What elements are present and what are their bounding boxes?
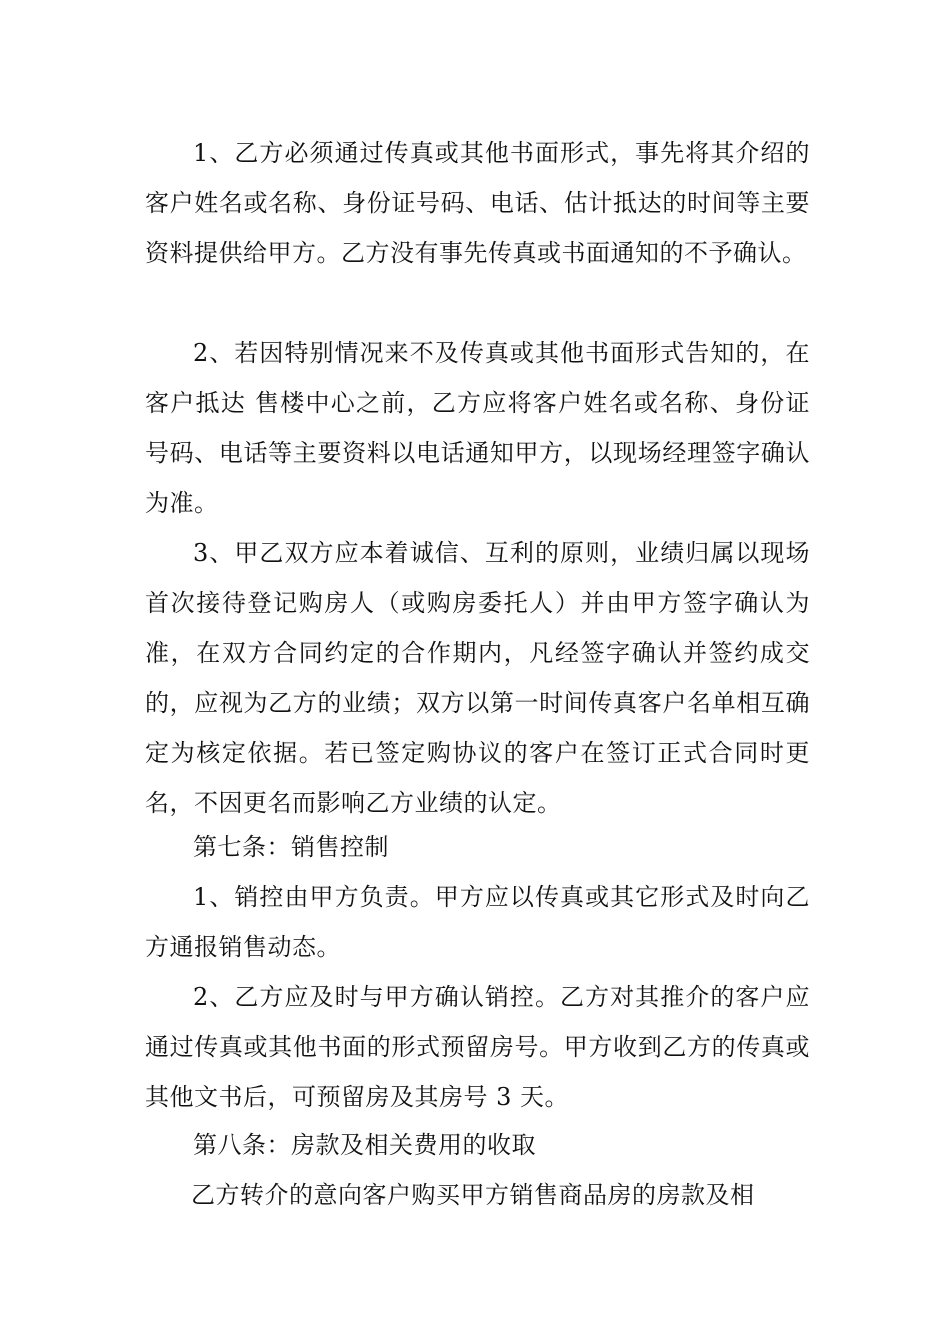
article-7-heading: 第七条：销售控制: [193, 833, 389, 861]
clause-2-paragraph: 2、若因特别情况来不及传真或其他书面形式告知的，在客户抵达 售楼中心之前，乙方应将客户姓名或名称、身份证号码、电话等主要资料以电话通知甲方，以现场经理签字确认为准。: [145, 339, 810, 517]
clause-3-paragraph: 3、甲乙双方应本着诚信、互利的原则，业绩归属以现场首次接待登记购房人（或购房委托人）并由甲方签字确认为准，在双方合同约定的合作期内，凡经签字确认并签约成交的，应视为乙方的业绩；双方以第一时间传真客户名单相互确定为核定依据。若已签定购协议的客户在签订正式合同时更名，不因更名而影响乙方业绩的认定。: [145, 539, 810, 817]
clause-1-paragraph: 1、乙方必须通过传真或其他书面形式，事先将其介绍的客户姓名或名称、身份证号码、电话、估计抵达的时间等主要资料提供给甲方。乙方没有事先传真或书面通知的不予确认。: [145, 139, 810, 267]
article-8-paragraph: 乙方转介的意向客户购买甲方销售商品房的房款及相: [191, 1181, 755, 1209]
article-7-clause-2-paragraph: 2、乙方应及时与甲方确认销控。乙方对其推介的客户应通过传真或其他书面的形式预留房号。甲方收到乙方的传真或其他文书后，可预留房及其房号 3 天。: [145, 983, 810, 1111]
article-8-heading: 第八条：房款及相关费用的收取: [193, 1131, 536, 1159]
article-7-clause-1-paragraph: 1、销控由甲方负责。甲方应以传真或其它形式及时向乙方通报销售动态。: [145, 883, 810, 961]
